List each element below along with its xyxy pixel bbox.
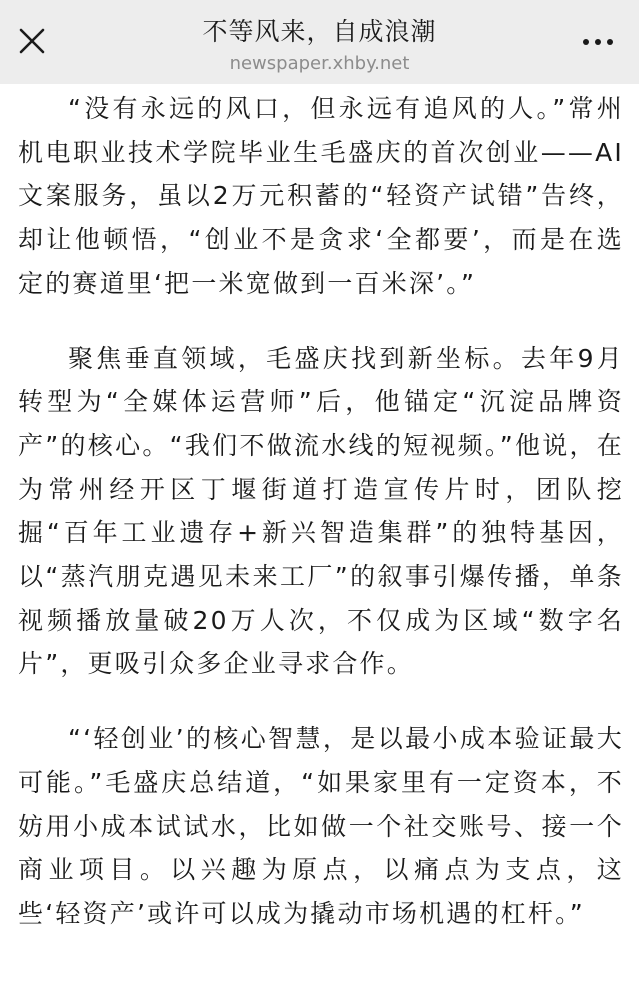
article-body xyxy=(18,84,624,936)
article-paragraph: 聚焦垂直领域，毛盛庆找到新坐标。去年9月转型为“全媒体运营师”后，他锚定“沉淀品牌资产”的核心。“我们不做流水线的短视频。”他说，在为常州经开区丁堰街道打造宣传片时，团队挖掘“百年工业遗存+新兴智造集群”的独特基因，以“蒸汽朋克遇见未来工厂”的叙事引爆传播，单条视频播放量破20万人次，不仅成为区域“数字名片”，更吸引众多企业寻求合作。 xyxy=(18,343,624,679)
more-button[interactable] xyxy=(583,36,613,48)
article-paragraph: “‘轻创业’的核心智慧，是以最小成本验证最大可能。”毛盛庆总结道，“如果家里有一定资本，不妨用小成本试试水，比如做一个社交账号、接一个商业项目。以兴趣为原点，以痛点为支点，这些‘轻资产’或许可以成为撬动市场机遇的杠杆。” xyxy=(18,724,624,928)
page-title: 不等风来，自成浪潮 xyxy=(202,17,437,46)
navigation-bar xyxy=(0,0,639,84)
more-icon-dot xyxy=(595,39,601,45)
page-url: newspaper.xhby.net xyxy=(229,53,410,74)
article-paragraph: “没有永远的风口，但永远有追风的人。”常州机电职业技术学院毕业生毛盛庆的首次创业——AI文案服务，虽以2万元积蓄的“轻资产试错”告终，却让他顿悟，“创业不是贪求‘全都要’，而是在选定的赛道里‘把一米宽做到一百米深’。” xyxy=(18,94,624,298)
more-icon xyxy=(583,39,589,45)
more-icon-dot xyxy=(607,39,613,45)
